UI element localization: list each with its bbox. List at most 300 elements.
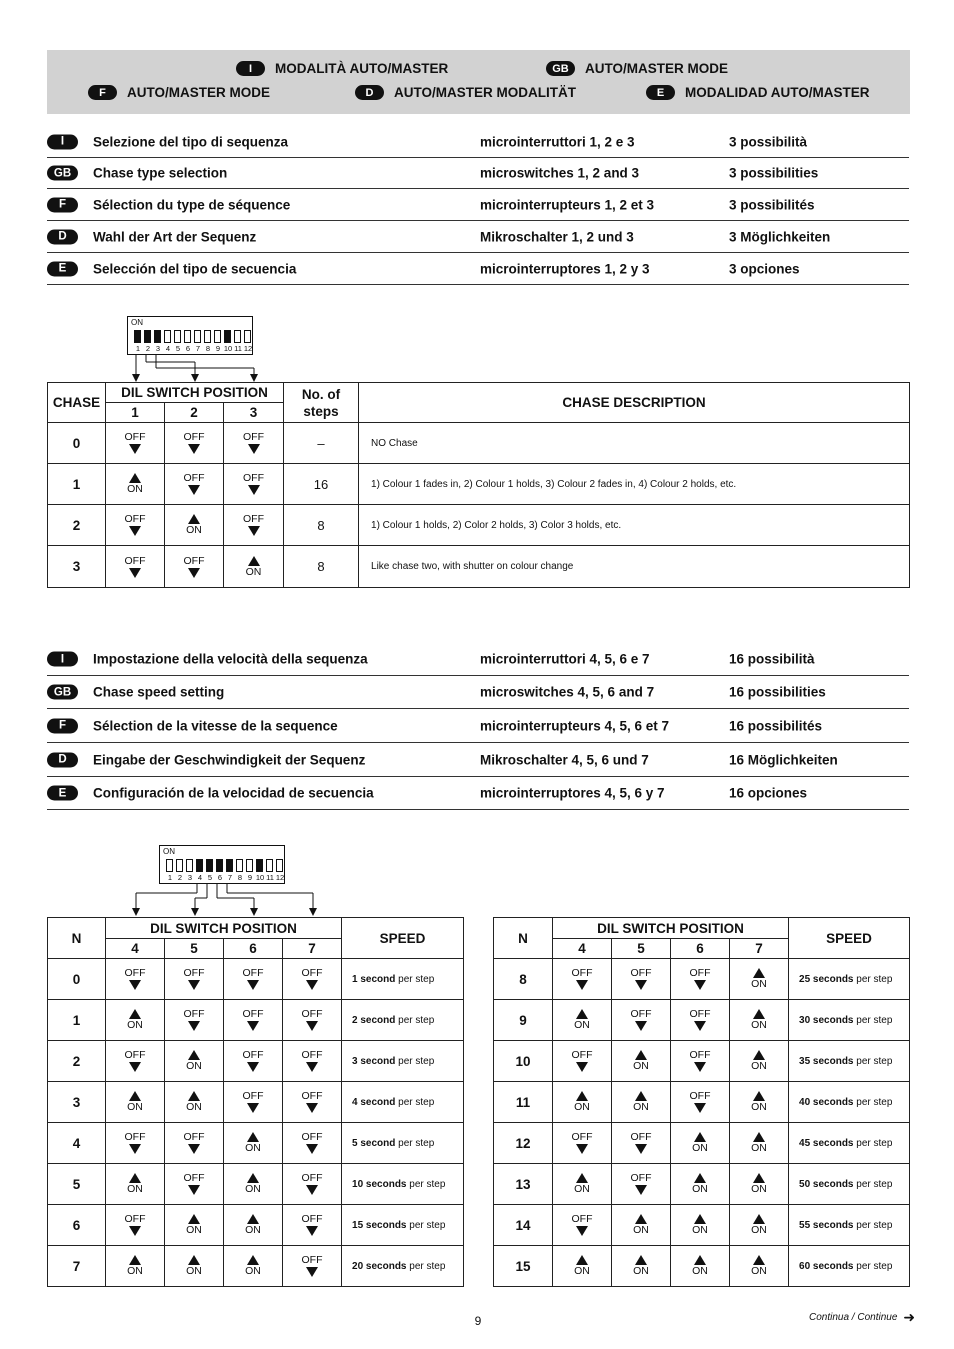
dip-switch-number: 6 [185,344,191,353]
switch-state-label: OFF [243,431,264,443]
arrow-down-icon [188,444,200,454]
speed-unit: per step [853,1219,893,1231]
row-switches: Mikroschalter 1, 2 und 3 [480,229,634,244]
switch-on-cell [106,1082,165,1123]
table-row [48,1164,464,1205]
arrow-down-icon [247,1021,259,1031]
arrow-down-icon [306,1226,318,1236]
switch-state-label: OFF [571,1049,593,1061]
row-description: Sélection de la vitesse de la sequence [93,718,338,733]
table-row [48,1246,464,1287]
speed-value [342,1041,464,1082]
dip-switch-number: 11 [234,344,242,353]
speed-unit: per step [395,1137,435,1149]
switch-state-label: OFF [301,1090,323,1102]
switch-on-cell [612,1205,671,1246]
switch-off-cell [224,505,284,546]
table-row [48,505,910,546]
table-row [494,1041,910,1082]
speed-amount: 10 seconds [352,1178,407,1190]
header-col-3: 3 [224,403,284,423]
switch-state-label: ON [751,1183,767,1195]
arrow-up-icon [576,1009,588,1019]
arrow-up-icon [129,473,141,483]
speed-number: 1 [48,1000,106,1041]
arrow-down-icon [306,1267,318,1277]
speed-amount: 2 second [352,1014,396,1026]
row-description: Chase type selection [93,165,228,181]
lang-badge: D [355,85,384,100]
arrow-up-icon [188,514,200,524]
continue-text: Continua / Continue [809,1312,898,1323]
switch-state-label: OFF [183,472,205,484]
switch-on-cell [165,1082,224,1123]
arrow-down-icon [576,980,588,990]
arrow-down-icon [247,1103,259,1113]
dip-switch-number: 9 [247,873,253,882]
arrow-down-icon [635,1185,647,1195]
arrow-up-icon [188,1214,200,1224]
lang-badge: F [47,718,78,733]
table-row [494,1123,910,1164]
row-count: 3 possibilities [729,165,819,181]
list-item [47,643,909,676]
table-row [48,959,464,1000]
arrow-up-icon [753,1255,765,1265]
switch-off-cell [283,959,342,1000]
table-row [48,1041,464,1082]
arrow-down-icon [129,1062,141,1072]
arrow-up-icon [247,1173,259,1183]
switch-state-label: ON [245,1183,261,1195]
switch-state-label: ON [186,1101,202,1113]
switch-state-label: OFF [242,1090,264,1102]
dip-switch-number: 12 [275,873,285,882]
lang-badge: I [47,652,78,667]
dip-switch-toggle [196,859,203,872]
dip-switch-toggle [204,330,211,343]
switch-state-label: ON [692,1183,708,1195]
speed-amount: 25 seconds [799,973,854,985]
arrow-up-icon [129,1091,141,1101]
steps-value: – [284,423,359,464]
list-item [47,743,909,777]
arrow-down-icon [694,1103,706,1113]
switch-off-cell [283,1041,342,1082]
switch-off-cell [106,546,165,588]
speed-unit: per step [853,1137,893,1149]
speed-number: 12 [494,1123,553,1164]
switch-off-cell [283,1205,342,1246]
header-dil-switch: DIL SWITCH POSITION [553,918,789,939]
arrow-up-icon [129,1009,141,1019]
dip-switch-toggle [266,859,273,872]
speed-amount: 5 second [352,1137,396,1149]
switch-off-cell [106,505,165,546]
switch-state-label: OFF [243,513,264,525]
speed-amount: 3 second [352,1055,396,1067]
row-description: Impostazione della velocità della sequenza [93,651,368,667]
switch-state-label: ON [186,1224,202,1236]
table-row [48,1082,464,1123]
speed-unit: per step [406,1260,446,1272]
speed-unit: per step [395,1014,435,1026]
list-item [47,676,909,709]
row-description: Wahl der Art der Sequenz [93,229,257,244]
speed-number: 10 [494,1041,553,1082]
arrow-up-icon [753,1050,765,1060]
arrow-up-icon [129,1173,141,1183]
switch-off-cell [283,1082,342,1123]
switch-state-label: ON [692,1224,708,1236]
switch-on-cell [730,1205,789,1246]
dip-switch-toggle [194,330,201,343]
switch-on-cell [553,1000,612,1041]
row-count: 16 possibilities [729,684,826,700]
speed-amount: 20 seconds [352,1260,407,1272]
arrow-up-icon [753,1091,765,1101]
switch-state-label: ON [751,1265,767,1277]
arrow-up-icon [188,1091,200,1101]
arrow-down-icon [188,1144,200,1154]
switch-state-label: ON [127,1183,143,1195]
dip-switch-toggle [256,859,263,872]
switch-on-cell [553,1246,612,1287]
lang-badge: GB [47,685,78,700]
switch-off-cell [671,959,730,1000]
header-title: MODALIDAD AUTO/MASTER [685,85,870,100]
switch-off-cell [106,1205,165,1246]
dip-on-label: ON [131,318,143,327]
header-col-4: 4 [106,939,165,959]
arrow-down-icon [694,1062,706,1072]
dip-switch-toggle [174,330,181,343]
dip-switch-toggle [176,859,183,872]
table-row [494,959,910,1000]
row-switches: microinterrupteurs 4, 5, 6 et 7 [480,718,670,733]
row-description: Eingabe der Geschwindigkeit der Sequenz [93,752,366,767]
speed-number: 9 [494,1000,553,1041]
switch-on-cell [730,959,789,1000]
dip-switch-toggle [226,859,233,872]
speed-value [342,1164,464,1205]
chase-number: 1 [48,464,106,505]
switch-off-cell [283,1000,342,1041]
header-speed: SPEED [789,918,910,959]
switch-off-cell [671,1082,730,1123]
switch-state-label: OFF [301,1254,323,1266]
page-number: 9 [474,1314,482,1328]
steps-value: 8 [284,546,359,588]
speed-unit: per step [853,973,893,985]
arrow-down-icon [576,1144,588,1154]
arrow-up-icon [694,1214,706,1224]
switch-off-cell [671,1041,730,1082]
list-item [47,709,909,743]
switch-state-label: OFF [630,1172,652,1184]
speed-unit: per step [406,1219,446,1231]
switch-on-cell [671,1205,730,1246]
switch-state-label: ON [633,1224,649,1236]
switch-on-cell [671,1123,730,1164]
row-switches: microinterruptores 4, 5, 6 y 7 [480,785,665,801]
speed-number: 3 [48,1082,106,1123]
switch-off-cell [553,1041,612,1082]
switch-off-cell [283,1164,342,1205]
switch-state-label: OFF [242,1049,264,1061]
arrow-down-icon [247,1062,259,1072]
header-item-it [236,61,448,76]
speed-value [342,1123,464,1164]
dip-switch-toggle [244,330,251,343]
arrow-down-icon [248,444,260,454]
switch-state-label: OFF [301,1131,323,1143]
dip-switch-number: 1 [167,873,173,882]
dip-switch-toggle [164,330,171,343]
header-col-6: 6 [224,939,283,959]
switch-state-label: ON [751,1224,767,1236]
arrow-down-icon [129,1144,141,1154]
speed-unit: per step [853,1014,893,1026]
arrow-down-icon [188,1185,200,1195]
switch-state-label: OFF [183,554,205,567]
switch-state-label: OFF [124,554,146,567]
switch-on-cell [730,1164,789,1205]
row-switches: microinterruttori 4, 5, 6 e 7 [480,651,650,667]
switch-state-label: OFF [183,1131,205,1143]
dip-switch-number: 4 [165,344,171,353]
row-count: 16 opciones [729,785,808,801]
switch-state-label: ON [127,1019,143,1031]
switch-state-label: OFF [630,967,652,979]
switch-off-cell [224,1000,283,1041]
lang-badge: F [88,85,117,100]
switch-off-cell [283,1123,342,1164]
dip-switch-toggle [224,330,231,343]
switch-on-cell [612,1041,671,1082]
switch-off-cell [165,464,224,505]
dip-switch-number: 7 [195,344,201,353]
row-switches: microinterruttori 1, 2 e 3 [480,134,635,149]
switch-state-label: ON [245,1265,261,1277]
dip-switch-number: 7 [227,873,233,882]
arrow-down-icon [188,568,200,578]
switch-off-cell [553,1205,612,1246]
header-col-1: 1 [106,403,165,423]
header-col-5: 5 [612,939,671,959]
switch-state-label: ON [751,1142,767,1154]
switch-state-label: ON [751,1101,767,1113]
arrow-down-icon [635,1021,647,1031]
dip-switch-number: 3 [187,873,193,882]
switch-state-label: OFF [571,967,593,979]
header-col-4: 4 [553,939,612,959]
speed-table-left [47,917,464,1287]
header-chase: CHASE [48,383,106,423]
table-row [48,464,910,505]
switch-on-cell [165,1246,224,1287]
speed-unit: per step [395,1096,435,1108]
arrow-up-icon [753,1173,765,1183]
dip-switch-number: 2 [177,873,183,882]
switch-state-label: OFF [301,1172,323,1184]
arrow-up-icon [129,1255,141,1265]
switch-state-label: ON [245,1142,261,1154]
speed-value [342,1000,464,1041]
dip-switch-toggle [216,859,223,872]
speed-number: 14 [494,1205,553,1246]
arrow-down-icon [576,1062,588,1072]
header-item-fr [88,85,270,100]
switch-on-cell [730,1082,789,1123]
arrow-up-icon [576,1091,588,1101]
arrow-up-icon [753,1214,765,1224]
switch-state-label: ON [186,524,202,536]
dip-switch-toggle [186,859,193,872]
dip-connector-lines [125,881,325,917]
speed-amount: 30 seconds [799,1014,854,1026]
row-switches: microinterruptores 1, 2 y 3 [480,261,650,276]
steps-value: 16 [284,464,359,505]
speed-unit: per step [853,1178,893,1190]
switch-off-cell [612,959,671,1000]
dip-switch-toggle [234,330,241,343]
lang-badge: D [47,752,78,767]
arrow-down-icon [306,1185,318,1195]
speed-value [789,1205,910,1246]
list-item [47,126,909,158]
switch-off-cell [106,1123,165,1164]
switch-state-label: OFF [124,967,146,979]
switch-on-cell [730,1000,789,1041]
arrow-down-icon [694,980,706,990]
speed-value [789,1164,910,1205]
dip-switch-diagram [159,845,285,884]
speed-value [342,1082,464,1123]
speed-number: 6 [48,1205,106,1246]
header-col-2: 2 [165,403,224,423]
arrow-down-icon [188,485,200,495]
switch-on-cell [612,1246,671,1287]
speed-number: 15 [494,1246,553,1287]
speed-table-right [493,917,910,1287]
speed-number: 5 [48,1164,106,1205]
dip-switch-number: 2 [145,344,151,353]
header-n: N [48,918,106,959]
switch-state-label: OFF [689,967,711,979]
dip-switch-number: 1 [135,344,141,353]
table-row [48,546,910,588]
switch-state-label: OFF [183,431,205,443]
switch-state-label: OFF [301,1049,323,1061]
switch-state-label: ON [574,1019,590,1031]
lang-badge: E [47,261,78,276]
switch-on-cell [106,464,165,505]
list-item [47,253,909,285]
switch-off-cell [165,1164,224,1205]
dip-switch-number: 5 [175,344,181,353]
switch-off-cell [612,1000,671,1041]
switch-state-label: OFF [689,1008,711,1020]
switch-off-cell [106,1041,165,1082]
row-description: Chase speed setting [93,684,225,700]
header-steps: No. of steps [284,383,359,423]
speed-value [789,1041,910,1082]
speed-value [789,959,910,1000]
switch-state-label: ON [751,978,767,990]
speed-value [789,1000,910,1041]
dip-switch-number: 8 [237,873,243,882]
row-switches: microinterrupteurs 1, 2 et 3 [480,197,655,212]
dip-switch-toggle [154,330,161,343]
switch-off-cell [612,1164,671,1205]
arrow-down-icon [306,980,318,990]
switch-state-label: ON [127,483,143,495]
table-row [494,1000,910,1041]
table-row [494,1205,910,1246]
arrow-down-icon [248,485,260,495]
switch-on-cell [224,1246,283,1287]
dip-switch-toggle [166,859,173,872]
speed-amount: 45 seconds [799,1137,854,1149]
switch-off-cell [165,546,224,588]
dip-on-label: ON [163,847,175,856]
arrow-up-icon [753,968,765,978]
switch-state-label: ON [245,565,262,578]
switch-off-cell [612,1123,671,1164]
switch-state-label: ON [692,1142,708,1154]
row-count: 3 possibilità [729,134,808,149]
switch-on-cell [106,1164,165,1205]
arrow-up-icon [694,1132,706,1142]
table-row [48,1123,464,1164]
arrow-down-icon [129,1226,141,1236]
arrow-down-icon [576,1226,588,1236]
speed-amount: 4 second [352,1096,396,1108]
row-description: Sélection du type de séquence [93,197,291,212]
row-description: Selezione del tipo di sequenza [93,134,289,149]
arrow-down-icon [248,526,260,536]
switch-state-label: OFF [124,1049,146,1061]
chase-number: 2 [48,505,106,546]
speed-amount: 50 seconds [799,1178,854,1190]
lang-badge: GB [47,166,78,181]
speed-unit: per step [853,1096,893,1108]
switch-on-cell [730,1041,789,1082]
switch-on-cell [730,1123,789,1164]
switch-state-label: OFF [301,967,323,979]
dip-switch-number: 6 [217,873,223,882]
list-item [47,221,909,253]
switch-state-label: OFF [242,967,264,979]
speed-unit: per step [853,1055,893,1067]
switch-state-label: OFF [124,431,146,443]
arrow-up-icon [188,1050,200,1060]
header-chase-description: CHASE DESCRIPTION [359,383,910,423]
arrow-right-icon: ➜ [903,1309,916,1325]
dip-switch-number: 5 [207,873,213,882]
switch-state-label: OFF [243,472,264,484]
switch-off-cell [165,423,224,464]
header-col-7: 7 [730,939,789,959]
speed-number: 2 [48,1041,106,1082]
arrow-up-icon [635,1091,647,1101]
row-switches: Mikroschalter 4, 5, 6 und 7 [480,752,649,767]
switch-state-label: ON [574,1183,590,1195]
speed-number: 13 [494,1164,553,1205]
switch-state-label: ON [692,1265,708,1277]
switch-off-cell [106,423,165,464]
